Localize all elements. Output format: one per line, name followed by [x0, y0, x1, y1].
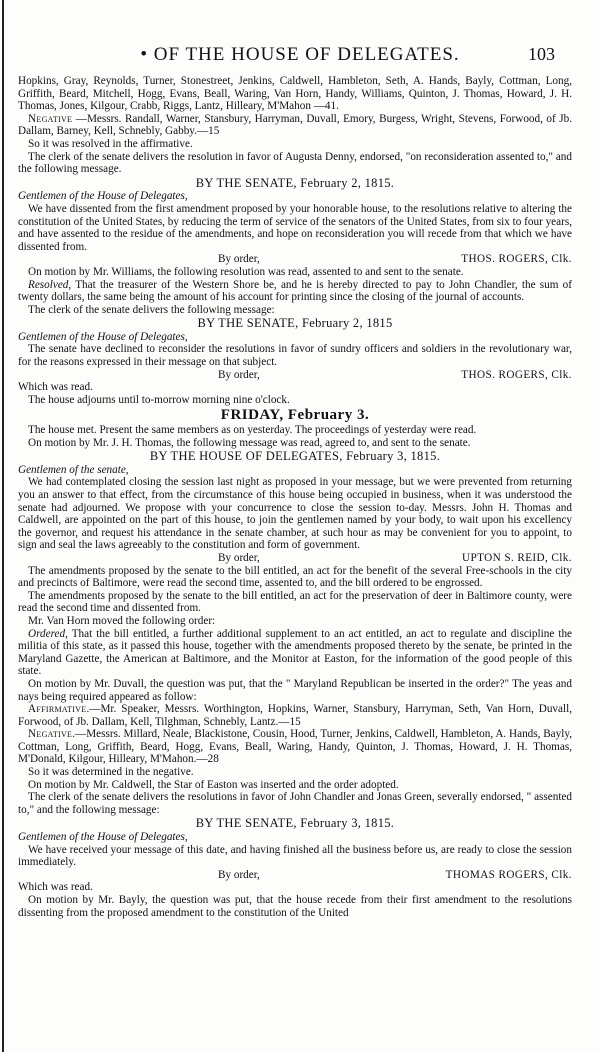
paragraph-text: We had contemplated closing the session last night as proposed in your message, but we were prevented from returning you an answer to that effect, from the circumstance of this house being occupied in business, when it was understood the senate had adjourned. We propose with your concurrence to close the session to-day. Messrs. John H. Thomas and Caldwell, are appointed on the part of this house, to join the gentlemen named by your body, to wait upon his excellency the governor, and request his attendance in the senate chamber, at such hour as may be convenient for you to appoint, to sign and seal the laws agreeably to the constitution and form of government. — [18, 476, 572, 552]
paragraph-text: Hopkins, Gray, Reynolds, Turner, Stonestreet, Jenkins, Caldwell, Hambleton, Seth, A. Hands, Bayly, Cottman, Long, Griffith, Beard, Mitchell, Hogg, Evans, Beall, Waring, Van Horn, Handy, Williams, Quinton, J. Thomas, Howard, J. H. Thomas, Jones, Kilgour, Crabb, Riggs, Lantz, Hilleary, M'Mahon —41. — [18, 75, 572, 113]
resolution-lead: Ordered, — [28, 627, 68, 640]
salutation: Gentlemen of the House of Delegates, — [18, 190, 188, 203]
signature-line — [18, 253, 572, 266]
page-header — [0, 44, 600, 74]
paragraph — [18, 844, 572, 869]
paragraph — [18, 565, 572, 590]
by-order: By order, — [218, 368, 260, 381]
clerk-name: THOS. ROGERS, Clk. — [461, 368, 572, 381]
day-heading: FRIDAY, February 3. — [220, 407, 370, 424]
paragraph-text: The house adjourns until to-morrow morning nine o'clock. — [28, 393, 290, 406]
vote-label: Negative — [28, 112, 73, 125]
by-order: By order, — [218, 253, 260, 266]
running-title: • OF THE HOUSE OF DELEGATES. — [140, 44, 460, 65]
paragraph-text: Which was read. — [18, 381, 93, 394]
vote-label: Affirmative — [28, 703, 87, 716]
message-heading: BY THE SENATE, February 2, 1815. — [195, 175, 395, 190]
vote-label: Negative — [28, 728, 73, 741]
paragraph — [18, 151, 572, 176]
by-order: By order, — [218, 868, 260, 881]
paragraph — [18, 703, 572, 728]
message-heading: BY THE SENATE, February 2, 1815 — [197, 316, 393, 331]
paragraph — [18, 113, 572, 138]
paragraph-text: On motion by Mr. Caldwell, the Star of Easton was inserted and the order adopted. — [28, 778, 399, 791]
paragraph-text: We have received your message of this date, and having finished all the business before us, are ready to close the session immediately. — [18, 843, 572, 869]
signature-line — [18, 552, 572, 565]
paragraph — [18, 279, 572, 304]
paragraph-text: That the bill entitled, a further additional supplement to an act entitled, an act to regulate and discipline the militia of this state, as it passed this house, together with the amendments proposed thereto by the senate, be printed in the Maryland Gazette, the American at Baltimore, and the Monitor at Easton, for the information of the good people of this state. — [18, 627, 572, 678]
paragraph-text: Mr. Van Horn moved the following order: — [28, 614, 216, 627]
paragraph — [18, 678, 572, 703]
paragraph-text: On motion by Mr. Williams, the following resolution was read, assented to and sent to the senate. — [28, 265, 464, 278]
paragraph-text: The amendments proposed by the senate to the bill entitled, an act for the benefit of the several Free-schools in the city and precincts of Baltimore, were read the second time, assented to, and the bill ordered to be engrossed. — [18, 564, 572, 590]
paragraph-text: .—Messrs. Millard, Neale, Blackistone, Cousin, Hood, Turner, Jenkins, Caldwell, Hambleton, A. Hands, Bayly, Cottman, Long, Griffith, Beard, Hogg, Evans, Beall, Waring, Handy, Quinton, J. Thomas, Howard, J. H. Thomas, M'Donald, Kilgour, Hilleary, M'Mahon.—28 — [18, 728, 572, 766]
journal-body — [18, 75, 572, 919]
paragraph-text: So it was resolved in the affirmative. — [28, 137, 193, 150]
signature-line — [18, 869, 572, 882]
paragraph-text: The amendments proposed by the senate to the bill entitled, an act for the preservation of deer in Baltimore county, were read the second time and dissented from. — [18, 589, 572, 615]
paragraph — [18, 304, 572, 317]
clerk-name: THOMAS ROGERS, Clk. — [445, 868, 572, 881]
paragraph-text: On motion by Mr. Bayly, the question was put, that the house recede from their first amendment to the resolutions dissenting from the proposed amendment to the constitution of the United — [18, 894, 572, 919]
salutation: Gentlemen of the House of Delegates, — [18, 330, 188, 343]
paragraph — [18, 728, 572, 766]
paragraph — [18, 791, 572, 816]
paragraph — [18, 766, 572, 779]
page-edge-rule — [2, 0, 4, 1052]
paragraph — [18, 881, 572, 894]
paragraph — [18, 381, 572, 394]
paragraph — [18, 437, 572, 450]
resolution-lead: Resolved, — [28, 278, 72, 291]
paragraph-text: The clerk of the senate delivers the resolutions in favor of John Chandler and Jonas Green, severally endorsed, " assented to," and the following message: — [18, 791, 572, 816]
clerk-name: UPTON S. REID, Clk. — [462, 551, 572, 564]
paragraph-text: The clerk of the senate delivers the resolution in favor of Augusta Denny, endorsed, "on reconsideration assented to," and the following message. — [18, 150, 572, 176]
paragraph-text: On motion by Mr. J. H. Thomas, the following message was read, agreed to, and sent to the senate. — [28, 436, 471, 449]
salutation: Gentlemen of the senate, — [18, 463, 129, 476]
page-number: 103 — [528, 44, 555, 64]
paragraph — [18, 590, 572, 615]
paragraph — [18, 394, 572, 407]
paragraph — [18, 138, 572, 151]
paragraph-text: So it was determined in the negative. — [28, 766, 194, 779]
paragraph — [18, 75, 572, 113]
paragraph-text: Which was read. — [18, 881, 93, 894]
paragraph-text: The clerk of the senate delivers the following message: — [28, 303, 275, 316]
message-heading: BY THE SENATE, February 3, 1815. — [195, 816, 395, 831]
paragraph-text: .—Mr. Speaker, Messrs. Worthington, Hopkins, Warner, Stansbury, Harryman, Seth, Van Horn, Duvall, Forwood, of Jb. Dallam, Kell, Tilghman, Schnebly, Lantz.—15 — [18, 703, 572, 728]
paragraph — [18, 343, 572, 368]
paragraph-text: The house met. Present the same members as on yesterday. The proceedings of yesterday were read. — [28, 424, 477, 437]
paragraph-text: That the treasurer of the Western Shore be, and he is hereby directed to pay to John Chandler, the sum of twenty dollars, the same being the amount of his account for printing since the closing of the journal of accounts. — [18, 278, 572, 304]
salutation: Gentlemen of the House of Delegates, — [18, 831, 188, 844]
paragraph — [18, 628, 572, 678]
message-heading: BY THE HOUSE OF DELEGATES, February 3, 1815. — [149, 449, 441, 464]
paragraph — [18, 203, 572, 253]
paragraph — [18, 779, 572, 792]
paragraph-text: On motion by Mr. Duvall, the question was put, that the " Maryland Republican be inserted in the order?" The yeas and nays being required appeared as follow: — [18, 677, 572, 703]
paragraph-text: The senate have declined to reconsider the resolutions in favor of sundry officers and soldiers in the revolutionary war, for the reasons expressed in their message on that subject. — [18, 343, 572, 369]
paragraph — [18, 476, 572, 552]
paragraph — [18, 266, 572, 279]
paragraph-text: —Messrs. Randall, Warner, Stansbury, Harryman, Duvall, Emory, Burgess, Wright, Stevens, Forwood, of Jb. Dallam, Barney, Kell, Schnebly, Gabby.—15 — [18, 112, 572, 138]
paragraph — [18, 615, 572, 628]
clerk-name: THOS. ROGERS, Clk. — [461, 253, 572, 266]
by-order: By order, — [218, 551, 260, 564]
paragraph — [18, 424, 572, 437]
paragraph-text: We have dissented from the first amendment proposed by your honorable house, to the resolutions relative to altering the constitution of the United States, by reducing the term of service of the senators of the United States, from six to four years, and have assented to the residue of the amendments, and hope on reconsideration you will recede from that which we have dissented from. — [18, 202, 572, 253]
paragraph — [18, 894, 572, 919]
signature-line — [18, 369, 572, 382]
